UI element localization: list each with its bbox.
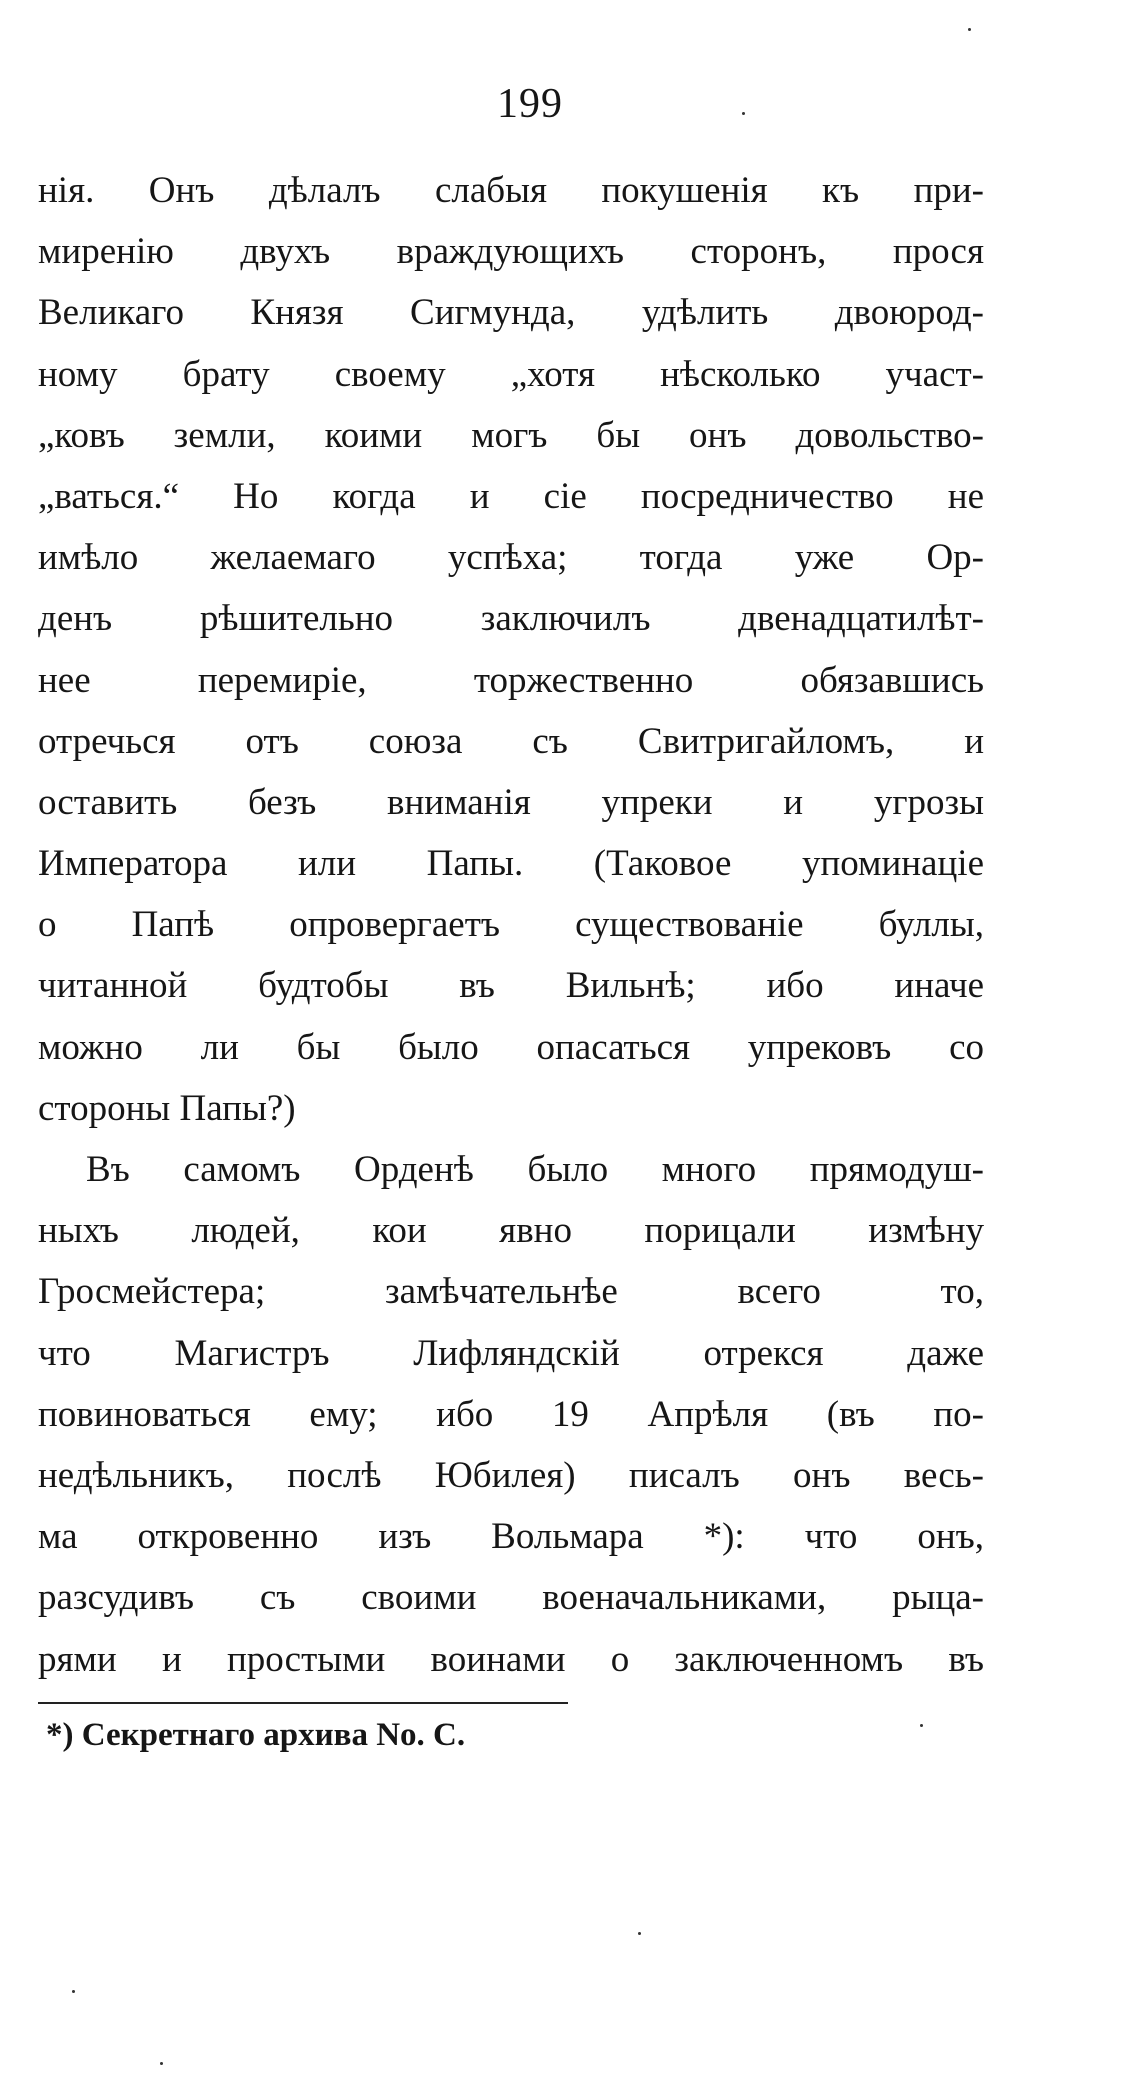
print-speck <box>742 112 745 115</box>
text-line: „ваться.“ Но когда и сіе посредничество не <box>38 475 984 517</box>
text-line: оставить безъ вниманія упреки и угрозы <box>38 781 984 823</box>
text-line: что Магистръ Лифляндскій отрекся даже <box>38 1332 984 1374</box>
text-line: нія. Онъ дѣлалъ слабыя покушенія къ при- <box>38 170 984 211</box>
print-speck <box>920 1724 923 1727</box>
footnote-divider <box>38 1702 568 1704</box>
text-line: стороны Папы?) <box>38 1087 296 1129</box>
footnote: *) Секретнаго архива No. C. <box>46 1717 466 1753</box>
text-line: разсудивъ съ своими военачальниками, рыца- <box>38 1577 984 1619</box>
text-line: ма откровенно изъ Вольмара *): что онъ, <box>38 1516 984 1558</box>
text-line: отречься отъ союза съ Свитригайломъ, и <box>38 720 984 762</box>
text-line: нее перемиріе, торжественно обязавшись <box>38 659 984 701</box>
page-number: 199 <box>497 81 563 127</box>
text-line: имѣло желаемаго успѣха; тогда уже Ор- <box>38 537 984 579</box>
body-text <box>38 160 984 1690</box>
text-line: „ковъ земли, коими могъ бы онъ довольство- <box>38 414 984 456</box>
text-line: Императора или Папы. (Таковое упоминаціе <box>38 843 984 885</box>
print-speck <box>72 1990 75 1993</box>
text-line: повиноваться ему; ибо 19 Апрѣля (въ по- <box>38 1393 984 1435</box>
print-speck <box>638 1932 641 1935</box>
text-line: Гросмейстера; замѣчательнѣе всего то, <box>38 1271 984 1313</box>
print-speck <box>968 28 971 31</box>
text-line: миренію двухъ враждующихъ сторонъ, прося <box>38 231 984 273</box>
text-line: рями и простыми воинами о заключенномъ въ <box>38 1638 984 1680</box>
text-line: недѣльникъ, послѣ Юбилея) писалъ онъ весь- <box>38 1454 984 1496</box>
text-line: Великаго Князя Сигмунда, удѣлить двоюрод- <box>38 292 984 334</box>
text-line: о Папѣ опровергаетъ существованіе буллы, <box>38 904 984 946</box>
text-line: читанной будтобы въ Вильнѣ; ибо иначе <box>38 965 984 1007</box>
text-line: Въ самомъ Орденѣ было много прямодуш- <box>86 1149 984 1190</box>
text-line: ныхъ людей, кои явно порицали измѣну <box>38 1210 984 1252</box>
text-line: ному брату своему „хотя нѣсколько участ- <box>38 353 984 395</box>
print-speck <box>160 2062 163 2065</box>
text-line: можно ли бы было опасаться упрековъ со <box>38 1026 984 1068</box>
text-line: денъ рѣшительно заключилъ двенадцатилѣт- <box>38 598 984 640</box>
